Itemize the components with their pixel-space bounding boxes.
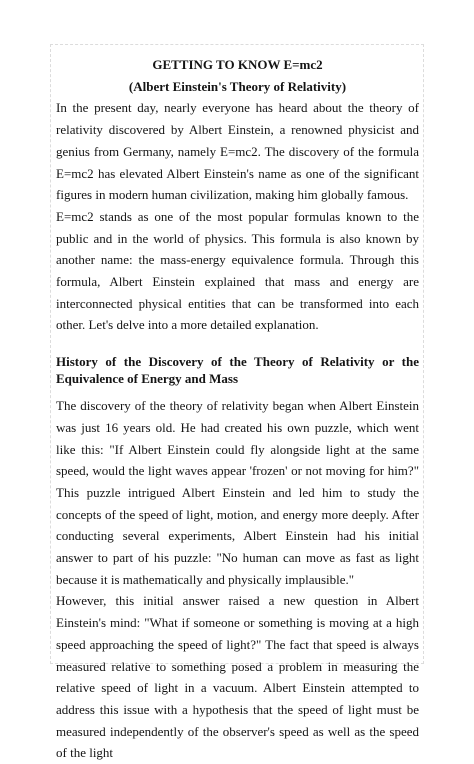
document-body xyxy=(56,54,419,764)
intro-paragraph-1: In the present day, nearly everyone has heard about the theory of relativity discovered by Albert Einstein, a renowned physicist and genius from Germany, namely E=mc2. The discovery of the formula E=mc2 has elevated Albert Einstein's name as one of the significant figures in modern human civilization, making him globally famous. xyxy=(56,100,419,203)
section-paragraph-2: However, this initial answer raised a new question in Albert Einstein's mind: "What if someone or something is moving at a high speed approaching the speed of light?" The fact that speed is always measured relative to something posed a problem in measuring the relative speed of light in a vacuum. Albert Einstein attempted to address this issue with a hypothesis that the speed of light must be measured independently of the observer's speed as well as the speed of the light xyxy=(56,593,419,761)
document-title: GETTING TO KNOW E=mc2 xyxy=(152,57,323,72)
intro-paragraph-2: E=mc2 stands as one of the most popular formulas known to the public and in the world of physics. This formula is also known by another name: the mass-energy equivalence formula. Through this formula, Albert Einstein explained that mass and energy are interconnected physical entities that can be transformed into each other. Let's delve into a more detailed explanation. xyxy=(56,208,419,333)
section-paragraph-1: The discovery of the theory of relativity began when Albert Einstein was just 16 years old. He had created his own puzzle, which went like this: "If Albert Einstein could fly alongside light at the same speed, would the light waves appear 'frozen' or not moving for him?" This puzzle intrigued Albert Einstein and led him to study the concepts of the speed of light, motion, and energy more deeply. After conducting several experiments, Albert Einstein had his initial answer to part of his puzzle: "No human can move as fast as light because it is mathematically and physically implausible." xyxy=(56,398,419,587)
section-heading: History of the Discovery of the Theory of Relativity or the Equivalence of Energy and Mass xyxy=(56,354,419,386)
document-subtitle: (Albert Einstein's Theory of Relativity) xyxy=(128,78,347,94)
section-spacer xyxy=(56,336,419,354)
